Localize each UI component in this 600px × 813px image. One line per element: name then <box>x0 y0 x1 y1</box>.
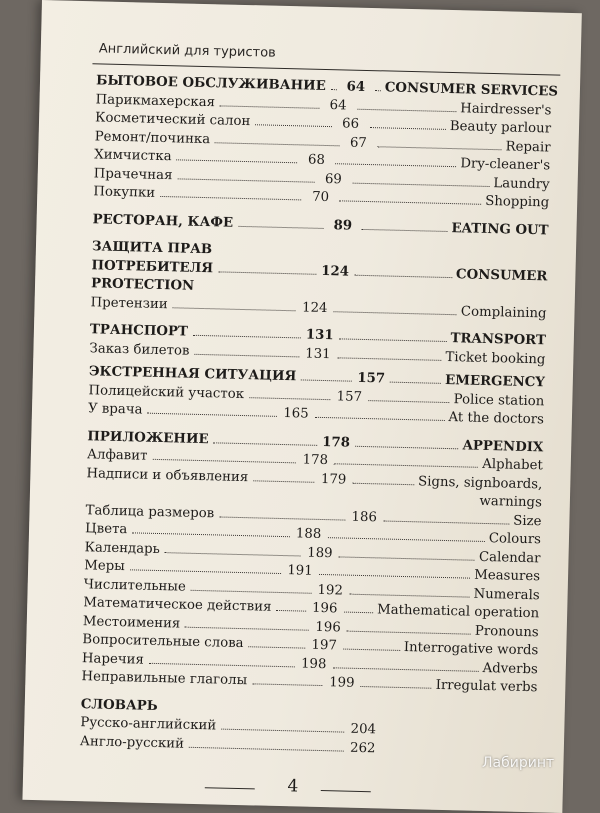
toc-entry[interactable]: У врача 165 At the doctors <box>87 401 545 428</box>
toc-entry[interactable]: Заказ билетов 131 Ticket booking <box>89 340 546 367</box>
toc-entry[interactable]: Числительные 192 Numerals <box>83 576 540 603</box>
toc-entry[interactable]: Англо-русский 262 <box>79 733 376 756</box>
toc-entry[interactable]: Вопросительные слова 197 Interrogative words <box>82 632 539 659</box>
toc-heading-consumer-protection-line1: ЗАЩИТА ПРАВ <box>91 239 213 258</box>
toc-entry[interactable]: Неправильные глаголы 199 Irregulat verbs <box>81 669 538 696</box>
toc-heading-consumer-services[interactable]: БЫТОВОЕ ОБСЛУЖИВАНИЕ 64 CONSUMER SERVICES <box>95 73 559 100</box>
toc-entry[interactable]: Претензии 124 Complaining <box>90 294 547 321</box>
toc-entry[interactable]: Математическое действия 196 Mathematical operation <box>83 595 540 622</box>
running-header: Английский для туристов <box>98 41 276 61</box>
header-rule <box>92 63 560 75</box>
book-page <box>22 0 581 813</box>
toc-entry[interactable]: Меры 191 Measures <box>84 558 541 585</box>
toc-entry[interactable]: Косметический салон 66 Beauty parlour <box>94 110 552 137</box>
watermark-logo: Лабиринт <box>482 755 555 771</box>
toc-entry-continuation: warnings <box>479 493 543 511</box>
toc-entry[interactable]: Наречия 198 Adverbs <box>81 650 538 677</box>
toc-heading-emergency[interactable]: ЭКСТРЕННАЯ СИТУАЦИЯ 157 EMERGENCY <box>88 364 545 391</box>
toc-heading-appendix[interactable]: ПРИЛОЖЕНИЕ 178 APPENDIX <box>87 428 544 455</box>
toc-heading-consumer-protection-line3: PROTECTION <box>90 276 195 294</box>
toc-entry[interactable]: Календарь 189 Calendar <box>84 539 541 566</box>
toc-entry[interactable]: Прачечная 69 Laundry <box>93 165 550 192</box>
toc-entry[interactable]: Ремонт/починка 67 Repair <box>94 128 551 155</box>
toc-heading-transport[interactable]: ТРАНСПОРТ 131 TRANSPORT <box>89 322 547 349</box>
toc-entry[interactable]: Цвета 188 Colours <box>84 521 542 548</box>
toc-entry[interactable]: Химчистка 68 Dry-cleaner's <box>94 147 551 174</box>
toc-entry[interactable]: Полицейский участок 157 Police station <box>88 382 545 409</box>
toc-heading-consumer-protection[interactable]: ПОТРЕБИТЕЛЯ 124 CONSUMER <box>91 257 548 284</box>
toc-heading-dictionary: СЛОВАРЬ <box>80 696 158 714</box>
page-number: 4 <box>287 776 299 797</box>
toc-entry[interactable]: Надписи и объявления 179 Signs, signboards, <box>86 465 543 492</box>
toc-heading-eating-out[interactable]: РЕСТОРАН, КАФЕ 89 EATING OUT <box>92 211 549 238</box>
toc-entry[interactable]: Таблица размеров 186 Size <box>85 502 542 529</box>
toc-entry[interactable]: Русско-английский 204 <box>80 715 377 738</box>
toc-entry[interactable]: Покупки 70 Shopping <box>93 184 550 211</box>
toc-entry[interactable]: Алфавит 178 Alphabet <box>86 447 543 474</box>
toc-entry[interactable]: Местоимения 196 Pronouns <box>82 613 539 640</box>
toc-entry[interactable]: Парикмахерская 64 Hairdresser's <box>95 91 552 118</box>
